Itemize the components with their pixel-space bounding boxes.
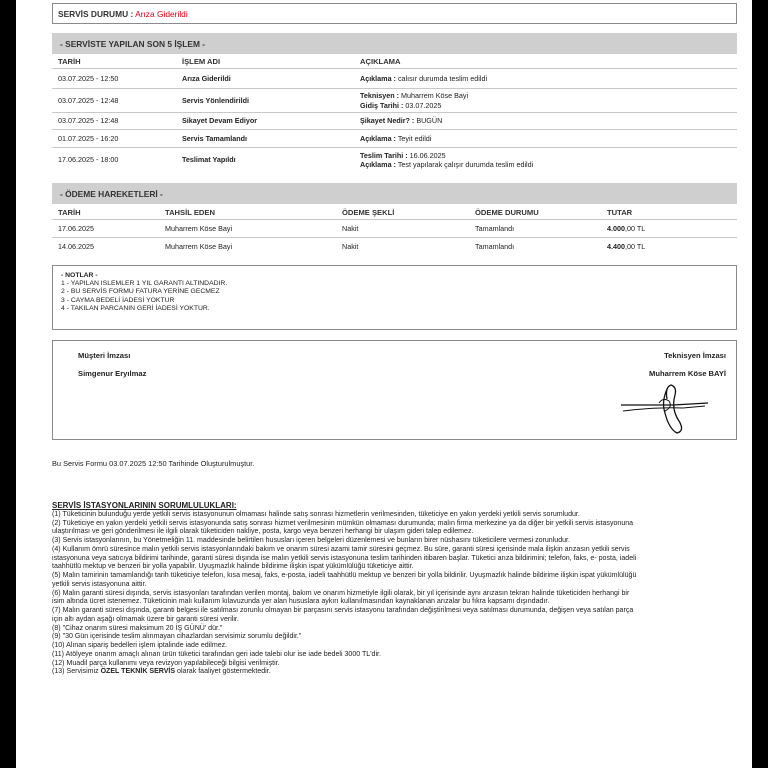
responsibility-line: isim altında ücret istenemez. Tüketicinin malı kullanım kılavuzunda yer alan hususlara aykırı kullanılmasından kaynaklanan arızalar bu fıkra kapsamı dışındadır. xyxy=(52,598,550,606)
payment-collector: Muharrem Köse Bayi xyxy=(165,224,233,234)
notes-title: - NOTLAR - xyxy=(61,272,98,279)
payment-amount: 4.400,00 TL xyxy=(607,241,646,251)
operation-name: Arıza Giderildi xyxy=(182,74,231,84)
responsibility-line: (8) "Cihaz onarım süresi maksimum 20 İŞ GÜNÜ' dür." xyxy=(52,624,223,632)
col-header-collector: TAHSİL EDEN xyxy=(165,207,215,217)
operation-description: Teknisyen : Muharrem Köse Bayi Gidiş Tarihi : 03.07.2025 xyxy=(360,91,469,110)
note-item: 3 - CAYMA BEDELİ İADESİ YOKTUR xyxy=(61,296,175,304)
responsibilities-section xyxy=(52,502,742,677)
customer-name: Simgenur Eryılmaz xyxy=(78,369,147,378)
col-header-amount: TUTAR xyxy=(607,207,633,217)
operations-section-title: - SERVİSTE YAPILAN SON 5 İŞLEM - xyxy=(52,33,737,54)
responsibility-line: (11) Atölyeye onarım amaçlı alınan ürün tüketici tarafından geri iade talebi olur ise iade bedeli 3000 TL'dir. xyxy=(52,650,381,658)
technician-name: Muharrem Köse BAYİ xyxy=(649,369,726,378)
operation-description: Açıklama : Teyit edildi xyxy=(360,133,432,143)
responsibilities-title: SERVİS İSTASYONLARININ SORUMLULUKLARI: xyxy=(52,501,237,510)
operation-description: Açıklama : calısır durumda teslim edildi xyxy=(360,74,488,84)
note-item: 4 - TAKILAN PARCANIN GERİ İADESİ YOKTUR. xyxy=(61,304,210,312)
responsibility-line: (2) Tüketiciye en yakın yerdeki yetkili servis istasyonunda satış sonrası hizmet verilmesinin mümkün olmaması durumunda; malın firma merkezine ya da diğer bir yetkili servis istasyonuna xyxy=(52,519,634,527)
responsibility-line: istasyonuna veya satıcıya bildirimi tarihinde, garanti süresi dışında ise malın yetkili servis istasyonuna teslim tarihinden itibaren başlar. Tüketici arıza bildirimini; telefon, faks, e- posta, iadeli xyxy=(52,554,637,562)
table-row xyxy=(52,113,737,130)
operation-name: Teslimat Yapıldı xyxy=(182,155,236,165)
responsibility-line: (1) Tüketicinin bulunduğu yerde yetkili servis istasyonunun olmaması halinde satış sonrası hizmetlerin verilmesinden, tüketiciye en yakın yerdeki yetkili servis sorumludur. xyxy=(52,510,580,518)
technician-signature-image xyxy=(613,381,713,437)
responsibility-line: yetkili servis istasyonuna aittir. xyxy=(52,580,147,588)
payment-collector: Muharrem Köse Bayi xyxy=(165,241,233,251)
payments-table-header xyxy=(52,206,737,220)
note-item: 1 - YAPILAN ISLEMLER 1 YIL GARANTI ALTINDADIR. xyxy=(61,280,228,288)
responsibility-line: (10) Alınan sipariş bedelleri işlem iptalinde iade edilmez. xyxy=(52,642,228,649)
operations-table-header xyxy=(52,56,737,69)
notes-box xyxy=(52,265,737,330)
status-label: SERVİS DURUMU : xyxy=(58,9,134,19)
signature-box xyxy=(52,340,737,440)
status-value: Arıza Giderildi xyxy=(135,9,188,19)
table-row xyxy=(52,130,737,148)
table-row xyxy=(52,148,737,172)
payment-date: 14.06.2025 xyxy=(58,241,94,251)
operation-date: 03.07.2025 - 12:48 xyxy=(58,116,119,126)
operation-date: 17.06.2025 - 18:00 xyxy=(58,155,119,165)
note-item: 2 - BU SERVİS FORMU FATURA YERİNE GECMEZ xyxy=(61,288,220,296)
payment-method: Nakit xyxy=(342,224,359,234)
col-header-date: TARİH xyxy=(58,57,81,67)
operation-date: 03.07.2025 - 12:48 xyxy=(58,95,119,105)
responsibility-line: için altı aydan aşağı olmamak üzere bir garanti süresi verilir. xyxy=(52,615,239,623)
table-row xyxy=(52,89,737,113)
responsibility-line: (6) Malın garanti süresi dışında, servis istasyonları tarafından verilen montaj, bakım ve onarım hizmetiyle ilgili olarak, bir yıl içerisinde aynı arızasın tekrarı halinde tüketiciden herhangi bir xyxy=(52,589,630,597)
payment-amount: 4.000,00 TL xyxy=(607,224,646,234)
responsibility-line: (5) Malın tamirinin tamamlandığı tarih tüketiciye telefon, kısa mesaj, faks, e-posta, iadeli taahhütlü mektup ve benzeri bir yolla bildirilir. Uyuşmazlık halinde bildirime ilişkin ispat yükümlülüğü xyxy=(52,572,637,579)
col-header-date: TARİH xyxy=(58,207,81,217)
table-row xyxy=(52,221,737,238)
operation-date: 03.07.2025 - 12:50 xyxy=(58,74,119,84)
technician-signature-label: Teknisyen İmzası xyxy=(664,351,726,360)
responsibility-line: (12) Muadil parça kullanımı veya revizyon yapılabileceği bilgisi verilmiştir. xyxy=(52,659,280,667)
operation-name: Sikayet Devam Ediyor xyxy=(182,116,258,126)
operation-description: Teslim Tarihi : 16.06.2025 Açıklama : Test yapılarak çalışır durumda teslim edildi xyxy=(360,150,534,169)
customer-signature-label: Müşteri İmzası xyxy=(78,351,131,360)
payment-method: Nakit xyxy=(342,241,359,251)
operation-name: Servis Yönlendirildi xyxy=(182,95,249,105)
col-header-payment-method: ÖDEME ŞEKLİ xyxy=(342,207,395,217)
responsibility-line: taahhütlü mektup ve benzeri bir yolla yapabilir. Uyuşmazlık halinde bildirime ilişkin ispat yükümlülüğü tüketiciye aittir. xyxy=(52,563,414,571)
payments-section-title: - ÖDEME HAREKETLERİ - xyxy=(52,183,737,204)
col-header-operation: İŞLEM ADI xyxy=(182,57,221,67)
responsibility-line: (4) Kullanım ömrü süresince malın yetkili servis istasyonlarındaki bakım ve onarım süresi azami tamir süresini geçmez. Bu süre, garanti süresi içerisinde mala ilişkin arızasın yetkili servis xyxy=(52,545,630,553)
responsibility-line: (3) Servis istasyonlarının, bu Yönetmeliğin 11. maddesinde belirtilen hususları içeren belgeleri düzenlemesi ve bunların birer nüshasını tüketicilere vermesi zorunludur. xyxy=(52,537,570,544)
responsibility-line: (9) "30 Gün içerisinde teslim alınmayan cihazlardan servisimiz sorumlu değildir." xyxy=(52,633,302,641)
payment-status: Tamamlandı xyxy=(475,224,515,234)
operation-name: Servis Tamamlandı xyxy=(182,133,247,143)
responsibility-line: (7) Malın garanti süresi dışında, garanti belgesi ile satılması zorunlu olmayan bir parçasını servis istasyonu tarafından değiştirilmesi veya satılması durumunda, değişen veya satılan parça xyxy=(52,607,634,614)
col-header-payment-status: ÖDEME DURUMU xyxy=(475,207,539,217)
table-row xyxy=(52,238,737,255)
responsibility-line: ulaştırılması ve geri gönderilmesi ile ilgili olarak tüketiciden nakliye, posta, kargo veya benzeri herhangi bir ulaşım gideri talep edilemez. xyxy=(52,528,474,536)
service-status-box xyxy=(52,3,737,24)
payment-date: 17.06.2025 xyxy=(58,224,94,234)
table-row xyxy=(52,70,737,89)
responsibility-line-last: (13) Servisimiz ÖZEL TEKNİK SERVİS olarak faaliyet göstermektedir. xyxy=(52,668,271,676)
operation-date: 01.07.2025 - 16:20 xyxy=(58,133,119,143)
form-created-text: Bu Servis Formu 03.07.2025 12:50 Tarihinde Oluşturulmuştur. xyxy=(52,459,255,468)
col-header-description: AÇIKLAMA xyxy=(360,57,401,67)
service-form-page xyxy=(16,0,752,768)
operation-description: Şikayet Nedir? : BUGÜN xyxy=(360,116,443,126)
payment-status: Tamamlandı xyxy=(475,241,515,251)
